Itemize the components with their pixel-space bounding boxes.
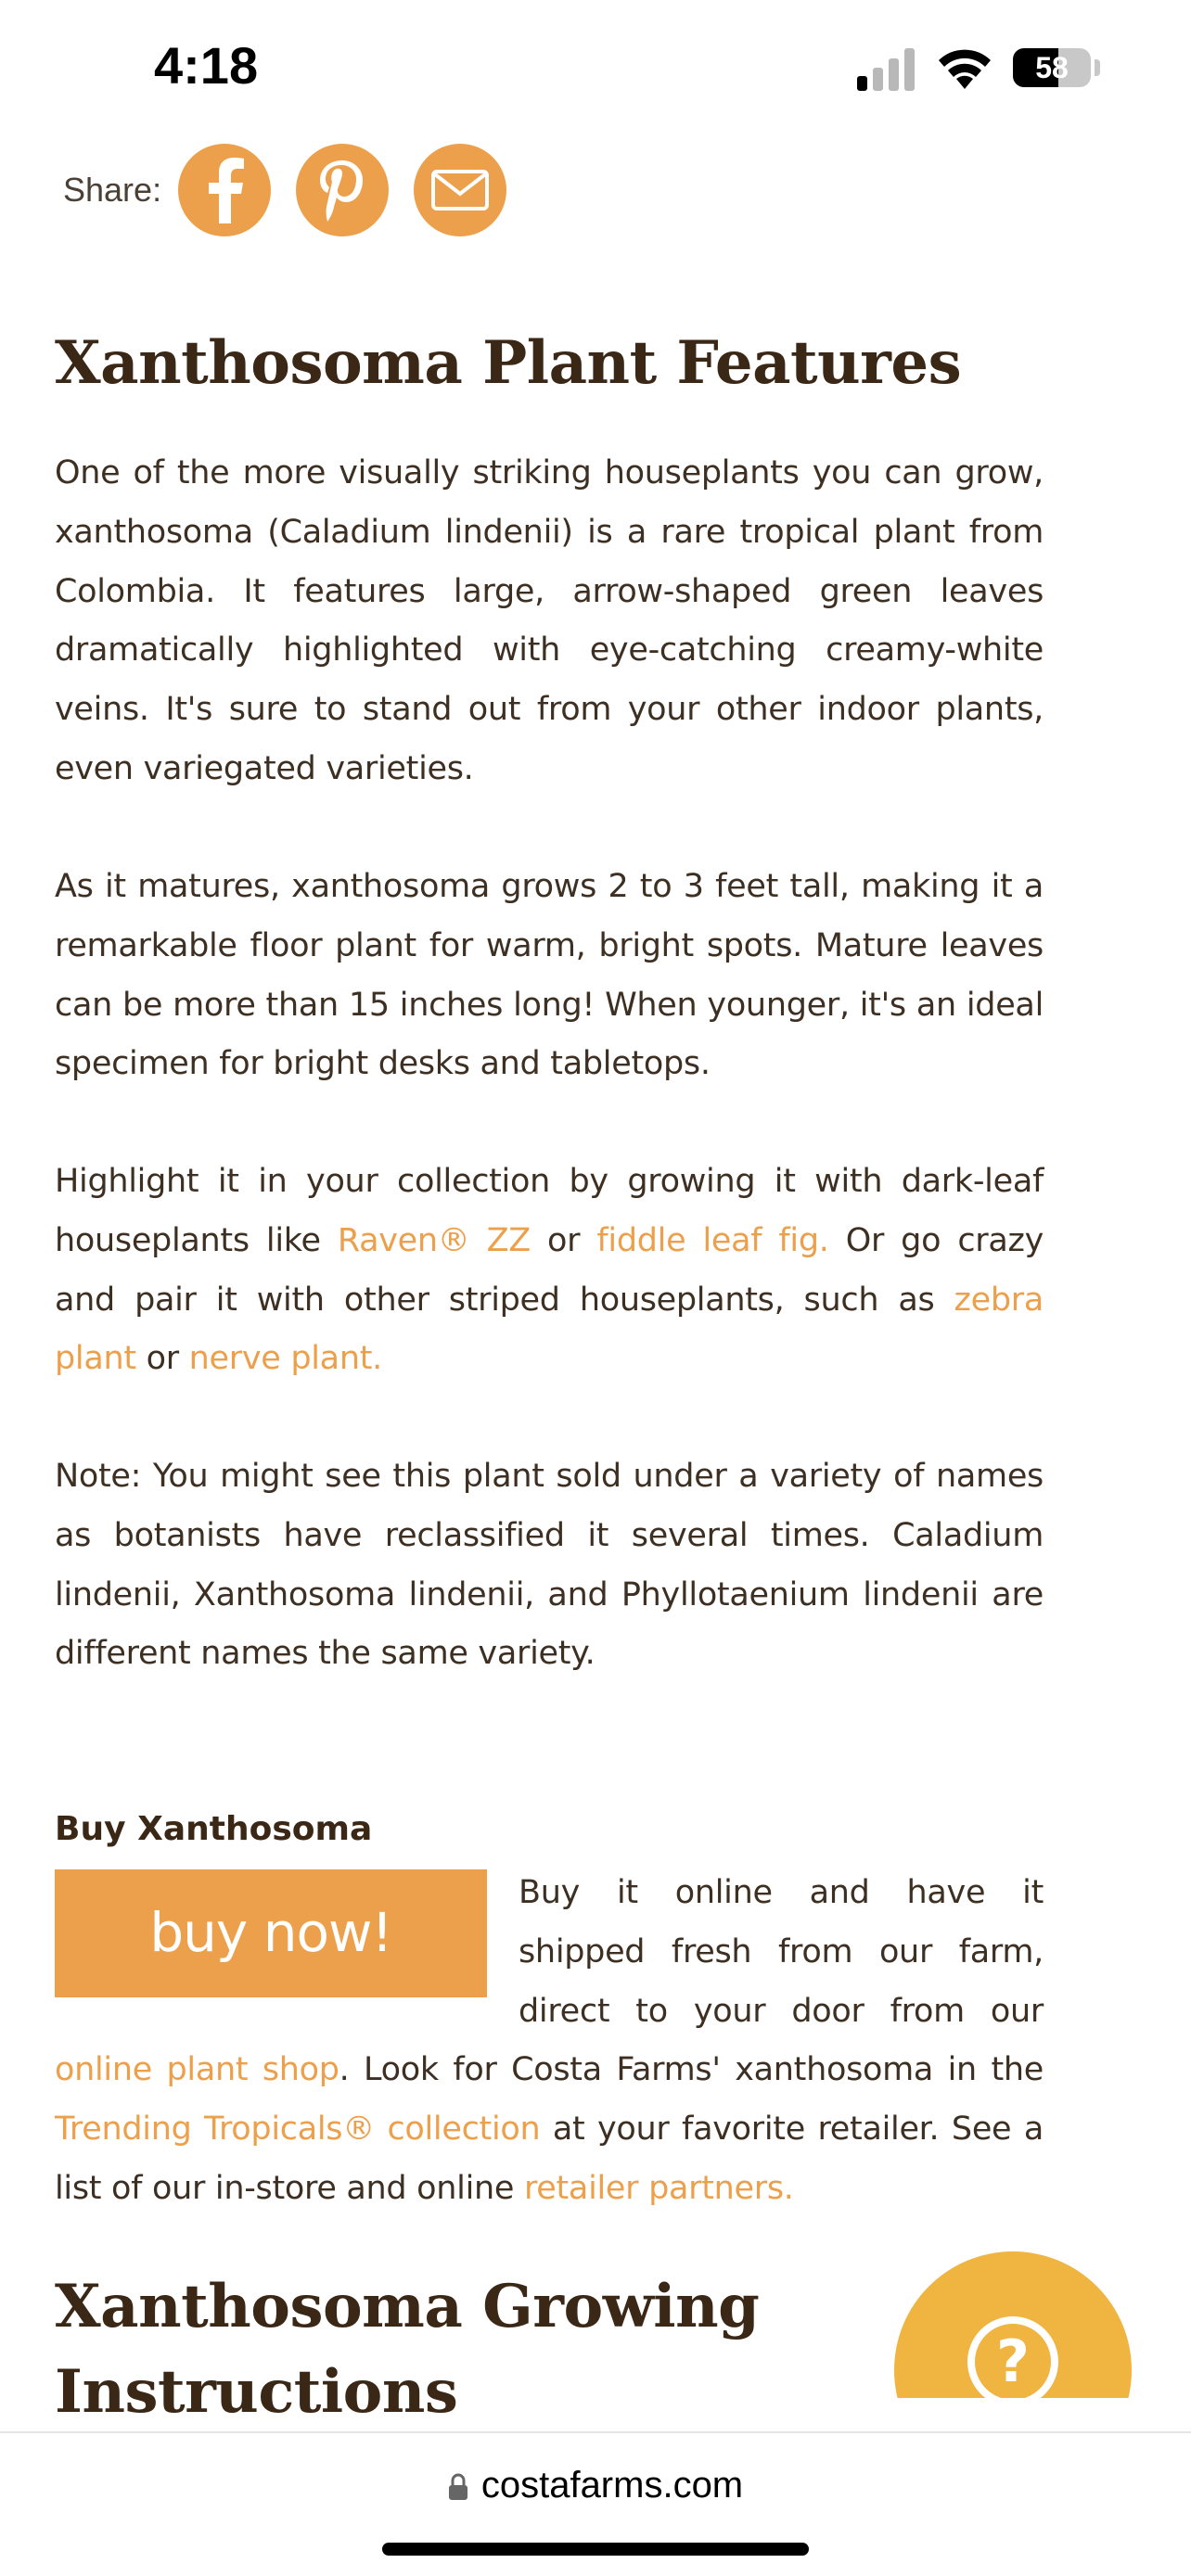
text: Buy it online and have it shipped fresh from our farm, direct to your door from our	[519, 1874, 1044, 2030]
help-chat-button[interactable]	[872, 2244, 1150, 2398]
facebook-icon	[201, 157, 248, 223]
trending-tropicals-link[interactable]: Trending Tropicals® collection	[55, 2111, 541, 2149]
features-paragraph-3	[55, 1153, 1044, 1389]
features-paragraph-1: One of the more visually striking houseplants you can grow, xanthosoma (Caladium lindenii) is a rare tropical plant from Colombia. It features large, arrow-shaped green leaves dramatically highlighted with eye-catching creamy-white veins. It's sure to stand out from your other indoor plants, even variegated varieties.	[55, 454, 1044, 787]
growing-heading-line1: Xanthosoma Growing	[55, 2272, 760, 2341]
pinterest-icon	[314, 157, 370, 223]
features-heading: Xanthosoma Plant Features	[55, 328, 962, 398]
status-time: 4:18	[154, 36, 259, 95]
fiddle-leaf-fig-link[interactable]: fiddle leaf fig.	[596, 1221, 829, 1259]
battery-icon	[1013, 48, 1091, 87]
text: or	[135, 1340, 189, 1378]
retailer-partners-link[interactable]: retailer partners.	[523, 2169, 794, 2207]
text: Highlight it in your collection by growing it with dark-leaf houseplants like	[55, 1163, 1044, 1259]
text: . Look for Costa Farms' xanthosoma in the	[339, 2051, 1044, 2089]
text: or	[530, 1221, 597, 1259]
share-row	[63, 143, 531, 237]
lock-icon	[448, 2473, 468, 2501]
browser-url-bar[interactable]	[0, 2431, 1191, 2576]
url-row	[0, 2465, 1191, 2506]
wifi-icon	[937, 46, 992, 89]
battery-nub	[1095, 59, 1100, 76]
facebook-share-button[interactable]	[178, 144, 271, 236]
status-bar	[0, 0, 1191, 139]
cellular-signal-icon	[857, 48, 916, 91]
buy-paragraph	[55, 1864, 1044, 2219]
email-share-button[interactable]	[414, 144, 506, 236]
battery-percent: 58	[1035, 51, 1069, 84]
buy-now-button[interactable]: buy now!	[55, 1869, 487, 1997]
note-paragraph: Note: You might see this plant sold under a variety of names as botanists have reclassified it several times. Caladium lindenii, Xanthosoma lindenii, and Phyllotaenium lindenii are different names the same variety.	[55, 1458, 1044, 1673]
zebra-plant-link[interactable]: zebra plant	[55, 1281, 1044, 1378]
growing-heading-line2: Instructions	[55, 2357, 458, 2427]
share-label: Share:	[63, 171, 162, 209]
text: at your favorite retailer. See a list of our in-store and online	[55, 2111, 1044, 2207]
buy-heading: Buy Xanthosoma	[55, 1810, 373, 1848]
home-indicator[interactable]	[382, 2543, 809, 2556]
chat-bubble	[894, 2251, 1132, 2398]
nerve-plant-link[interactable]: nerve plant.	[188, 1340, 382, 1378]
url-text: costafarms.com	[480, 2465, 744, 2506]
online-plant-shop-link[interactable]: online plant shop	[55, 2051, 339, 2089]
raven-zz-link[interactable]: Raven® ZZ	[337, 1221, 531, 1259]
help-icon: ?	[967, 2316, 1058, 2398]
email-icon	[431, 170, 489, 210]
features-paragraph-2: As it matures, xanthosoma grows 2 to 3 feet tall, making it a remarkable floor plant for warm, bright spots. Mature leaves can be more than 15 inches long! When younger, it's an ideal specimen for bright desks and tabletops.	[55, 868, 1044, 1083]
growing-heading	[55, 2264, 759, 2435]
pinterest-share-button[interactable]	[296, 144, 389, 236]
text: Or go crazy and pair it with other striped houseplants, such as	[55, 1221, 1044, 1319]
